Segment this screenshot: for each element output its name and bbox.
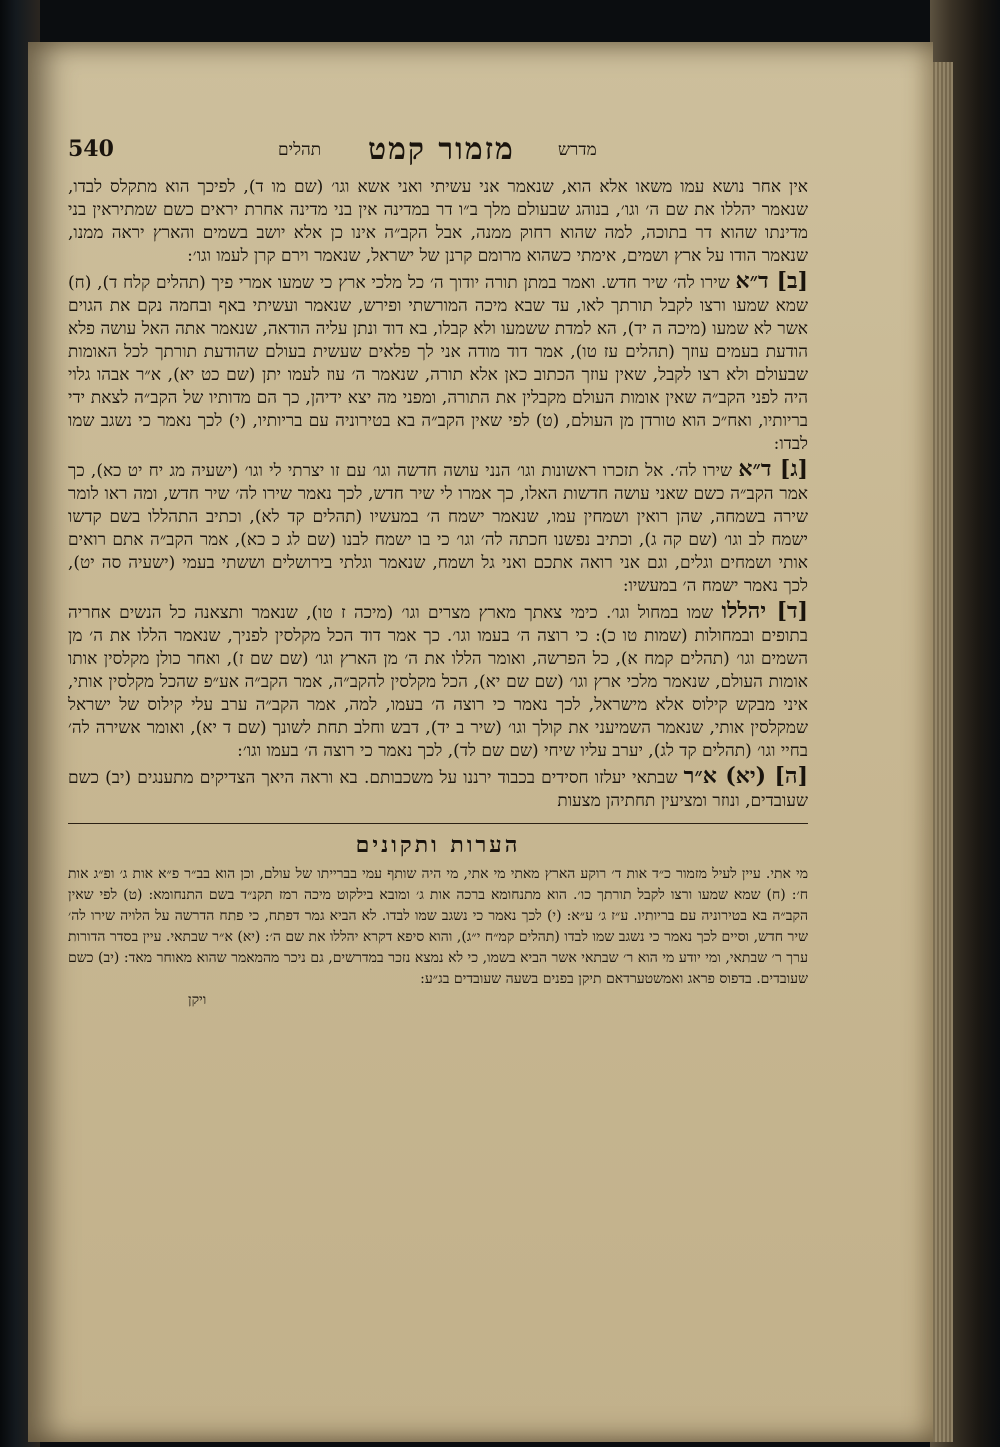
paragraph-section-5 — [68, 765, 808, 813]
header-book-name: תהלים — [278, 140, 322, 160]
section-divider — [68, 823, 808, 824]
notes-title: הערות ותקונים — [355, 832, 521, 858]
catchword: ויקן — [188, 992, 207, 1008]
paragraph-continuation — [68, 176, 808, 268]
paragraph-text: שירו לה׳ שיר חדש. ואמר במתן תורה יודוך ה׳ כל מלכי ארץ כי שמעו אמרי פיך (תהלים קלח ד), (ח) שמא שמעו ורצו לקבל תורתך לאו, עד שבא מיכה המורשתי ופירש, שנאמר ועשיתי באף ובחמה נקם את הגוים אשר לא שמעו (מיכה ה יד), הא למדת ששמעו ולא קבלו, בא דוד ונתן עליה הודאה, שנאמר אתה האל עושה פלא הודעת בעמים עוזך (תהלים עז טו), אמר דוד מודה אני לך פלאים שעשית בעולם שהודעת תורתך לכל האומות שבעולם ולא רצו לקבל, שאין עוזך הכתוב כאן אלא תורה, שנאמר ה׳ עוז לעמו יתן (שם כט יא), א״ר אבהו גלוי היה לפני הקב״ה שאין אומות העולם מקבלין את התורה, ומפני מה יצא ידיהן, כך הם מדותיו של הקב״ה לצאת ידי בריותיו, ואח״כ הוא טורדן מן העולם, (ט) לפי שאין הקב״ה בא בטירוניה עם בריותיו, (י) לכך נאמר כי נשגב שמו לבדו: — [68, 273, 808, 454]
section-label: [ד] יהללו — [721, 598, 808, 624]
main-text — [68, 176, 808, 813]
section-label: [ב] ד״א — [735, 268, 809, 294]
page-number: 540 — [68, 136, 114, 162]
page-edge-stack — [933, 62, 953, 1442]
page-content — [68, 132, 808, 1009]
section-label: [ה] (יא) א״ר — [683, 763, 808, 789]
book-page — [28, 42, 933, 1442]
paragraph-section-4 — [68, 600, 808, 763]
header-work-name: מדרש — [558, 140, 597, 160]
running-header — [68, 132, 808, 172]
paragraph-text: אין אחר נושא עמו משאו אלא הוא, שנאמר אני עשיתי ואני אשא וגו׳ (שם מו ד), לפיכך הוא מתקלס לבדו, שנאמר יהללו את שם ה׳ וגו׳, בנוהג שבעולם מלך ב״ו דר במדינה אין בני מדינה אחרת יראים כשם שמתיראין בני מדינתו שהוא דר בתוכה, למה שהוא רחוק ממנה, אבל הקב״ה אינו כן אלא יושב בשמים והארץ יראה ממנו, שנאמר הודו על ארץ ושמים, אימתי כשהוא מרומם קרנן של ישראל, שנאמר וירם קרן לעמו וגו׳: — [68, 177, 808, 266]
notes-text: מי אתי. עיין לעיל מזמור כ״ד אות ד׳ רוקע הארץ מאתי מי אתי, מי היה שותף עמי בברייתו של עולם, וכן הוא בב״ר פ״א אות ג׳ ופ״ג אות ח׳: (ח) שמא שמעו ורצו לקבל תורתך כו׳. הוא מתנחומא ברכה אות ג׳ ומובא בילקוט מיכה רמז תקנ״ד בשם התנחומא: (ט) לפי שאין הקב״ה בא בטירוניה עם בריותיו. ע״ז ג׳ ע״א: (י) לכך נאמר כי נשגב שמו לבדו. לא הביא גמר דפתח, כי פתח הדרשה על הלויה שירו לה׳ שיר חדש, וסיים לכך נאמר כי נשגב שמו לבדו (תהלים קמ״ח י״ג), והוא סיפא דקרא יהללו את שם ה׳: (יא) א״ר שבתאי. עיין בסדר הדורות ערך ר׳ שבתאי, ומי יודע מי הוא ר׳ שבתאי אשר הביא בשמו, כי לא נמצא נזכר במדרשים, גם ניכר מהמאמר שהוא מאוחר מאד: (יב) כשם שעובדים. בדפוס פראג ואמשטערדאם תיקן בפנים בשעה שעובדים בג״ע: — [68, 866, 808, 987]
paragraph-text: שבתאי יעלזו חסידים בכבוד ירננו על משכבותם. בא וראה היאך הצדיקים מתענגים (יב) כשם שעובדים, ונוזר ומציעין תחתיהן מצעות — [68, 768, 808, 811]
header-psalm-title: מזמור קמט — [368, 132, 515, 167]
paragraph-text: שמו במחול וגו׳. כימי צאתך מארץ מצרים וגו׳ (מיכה ז טו), שנאמר ותצאנה כל הנשים אחריה בתופים ובמחולות (שמות טו כ): כי רוצה ה׳ בעמו וגו׳. כך אמר דוד הכל מקלסין לפניך, שנאמר הללו את ה׳ מן השמים וגו׳ (תהלים קמח א), כל הפרשה, ואומר הללו את ה׳ מן הארץ וגו׳ (שם שם ז), ואחר כולן מקלסין אותו אומות העולם, שנאמר מלכי ארץ וגו׳ (שם שם יא), הכל מקלסין להקב״ה, אמר הקב״ה אע״פ שהכל מקלסין אותי, איני מבקש קילוס אלא מישראל, לכך נאמר כי רוצה ה׳ בעמו, למה, אמר הקב״ה ערב עלי קילוס של ישראל שמקלסין אותי, שנאמר השמיעני את קולך וגו׳ (שיר ב יד), דבש וחלב תחת לשונך (שם ד יא), ואומר אשירה לה׳ בחיי וגו׳ (תהלים קד לג), יערב עליו שיחי (שם שם לד), לכך נאמר כי רוצה ה׳ בעמו וגו׳: — [68, 603, 808, 761]
section-label: [ג] ד״א — [738, 456, 809, 482]
paragraph-section-3 — [68, 458, 808, 598]
paragraph-section-2 — [68, 270, 808, 456]
paragraph-text: שירו לה׳. אל תזכרו ראשונות וגו׳ הנני עושה חדשה וגו׳ עם זו יצרתי לי וגו׳ (ישעיה מג יח יט כא), כך אמר הקב״ה כשם שאני עושה חדשות האלו, כך אמרו לי שיר חדש, לכך נאמר שירו לה׳ שיר חדש, ומה ראו לומר שירה בשמחה, שהן רואין ושמחין עמו, שנאמר ישמח ה׳ במעשיו (תהלים קד לא), וכתיב התהללו בשם קדשו ישמח לב וגו׳ (שם קה ג), וכתיב נפשנו חכתה לה׳ וגו׳ כי בו ישמח לבנו (שם לג כ כא), אמר הקב״ה אתם רואים אותי ושמחים וגלים, וגם אני רואה אתכם ואני גל ושמח, שנאמר וגלתי בירושלים וששתי בעמי (ישעיה סה יט), לכך נאמר ישמח ה׳ במעשיו: — [68, 461, 808, 596]
